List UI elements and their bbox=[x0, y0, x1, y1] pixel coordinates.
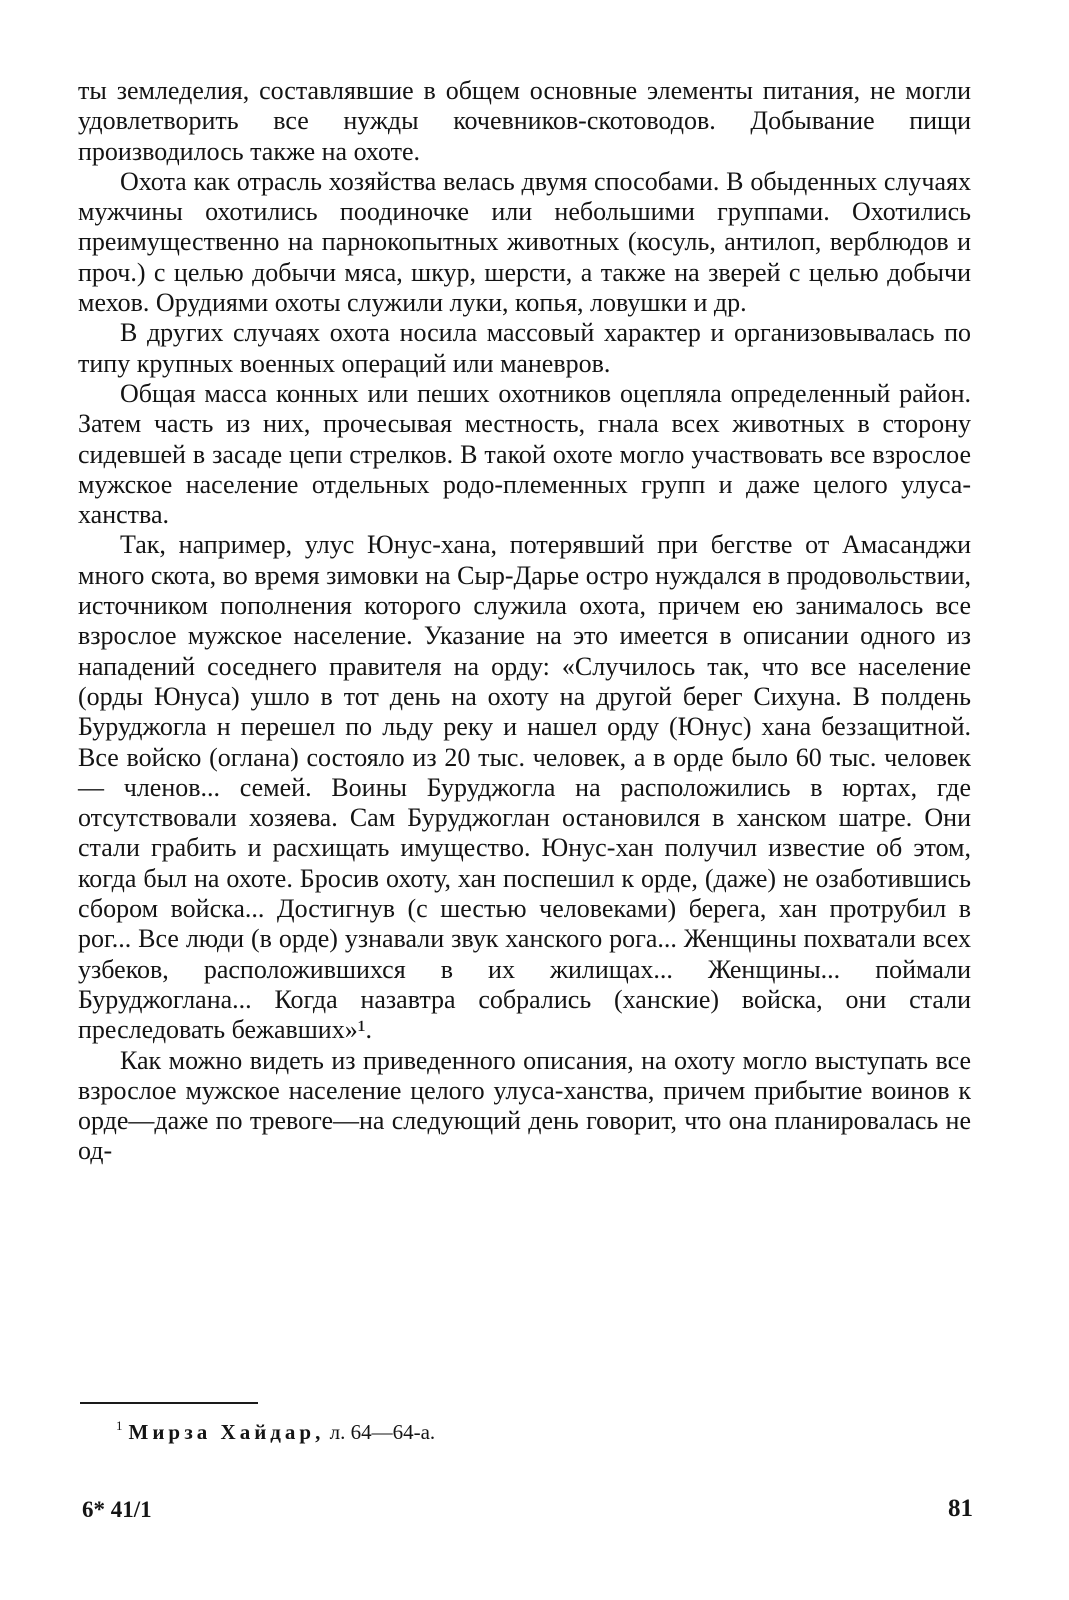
page-number: 81 bbox=[948, 1495, 973, 1522]
page-body bbox=[78, 76, 971, 1167]
footnote-reference: л. 64—64-а. bbox=[329, 1420, 436, 1444]
paragraph: В других случаях охота носила массовый характер и организовывалась по типу крупных военных операций или маневров. bbox=[78, 318, 971, 378]
footnote-divider bbox=[80, 1402, 258, 1404]
footnote-author: Мирза Хайдар, bbox=[128, 1420, 325, 1444]
footnote-marker: 1 bbox=[116, 1418, 123, 1433]
paragraph: Охота как отрасль хозяйства велась двумя способами. В обыденных случаях мужчины охотились поодиночке или небольшими группами. Охотились преимущественно на парнокопытных животных (косуль, антилоп, верблюдов и проч.) с целью добычи мяса, шкур, шерсти, а также на зверей с целью добычи мехов. Орудиями охоты служили луки, копья, ловушки и др. bbox=[78, 166, 971, 318]
paragraph: Так, например, улус Юнус-хана, потерявший при бегстве от Амасанджи много скота, во время зимовки на Сыр-Дарье остро нуждался в продовольствии, источником пополнения которого служила охота, причем ею занималось все взрослое мужское население. Указание на это имеется в описании одного из нападений соседнего правителя на орду: «Случилось так, что все население (орды Юнуса) ушло в тот день на охоту на другой берег Сихуна. В полдень Буруджогла н перешел по льду реку и нашел орду (Юнус) хана беззащитной. Все войско (оглана) состояло из 20 тыс. человек, а в орде было 60 тыс. человек — членов... семей. Воины Буруджогла на расположились в юртах, где отсутствовали хозяева. Сам Буруджоглан остановился в ханском шатре. Они стали грабить и расхищать имущество. Юнус-хан получил известие об этом, когда был на охоте. Бросив охоту, хан поспешил к орде, (даже) не озаботившись сбором войска... Достигнув (с шестью человеками) берега, хан протрубил в рог... Все люди (в орде) узнавали звук ханского рога... Женщины похватали всех узбеков, расположившихся в их жилищах... Женщины... поймали Буруджоглана... Когда назавтра собрались (ханские) войска, они стали преследовать бежавших»¹. bbox=[78, 530, 971, 1045]
printer-signature: 6* 41/1 bbox=[82, 1497, 152, 1522]
paragraph: Как можно видеть из приведенного описания, на охоту могло выступать все взрослое мужское население целого улуса-ханства, причем прибытие воинов к орде—даже по тревоге—на следующий день говорит, что она планировалась не од- bbox=[78, 1045, 971, 1166]
paragraph: Общая масса конных или пеших охотников оцепляла определенный район. Затем часть из них, прочесывая местность, гнала всех животных в сторону сидевшей в засаде цепи стрелков. В такой охоте могло участвовать все взрослое мужское население отдельных родо-племенных групп и даже целого улуса-ханства. bbox=[78, 378, 971, 530]
paragraph: ты земледелия, составлявшие в общем основные элементы питания, не могли удовлетворить все нужды кочевников-скотоводов. Добывание пищи производилось также на охоте. bbox=[78, 76, 971, 166]
footnote bbox=[116, 1420, 435, 1445]
